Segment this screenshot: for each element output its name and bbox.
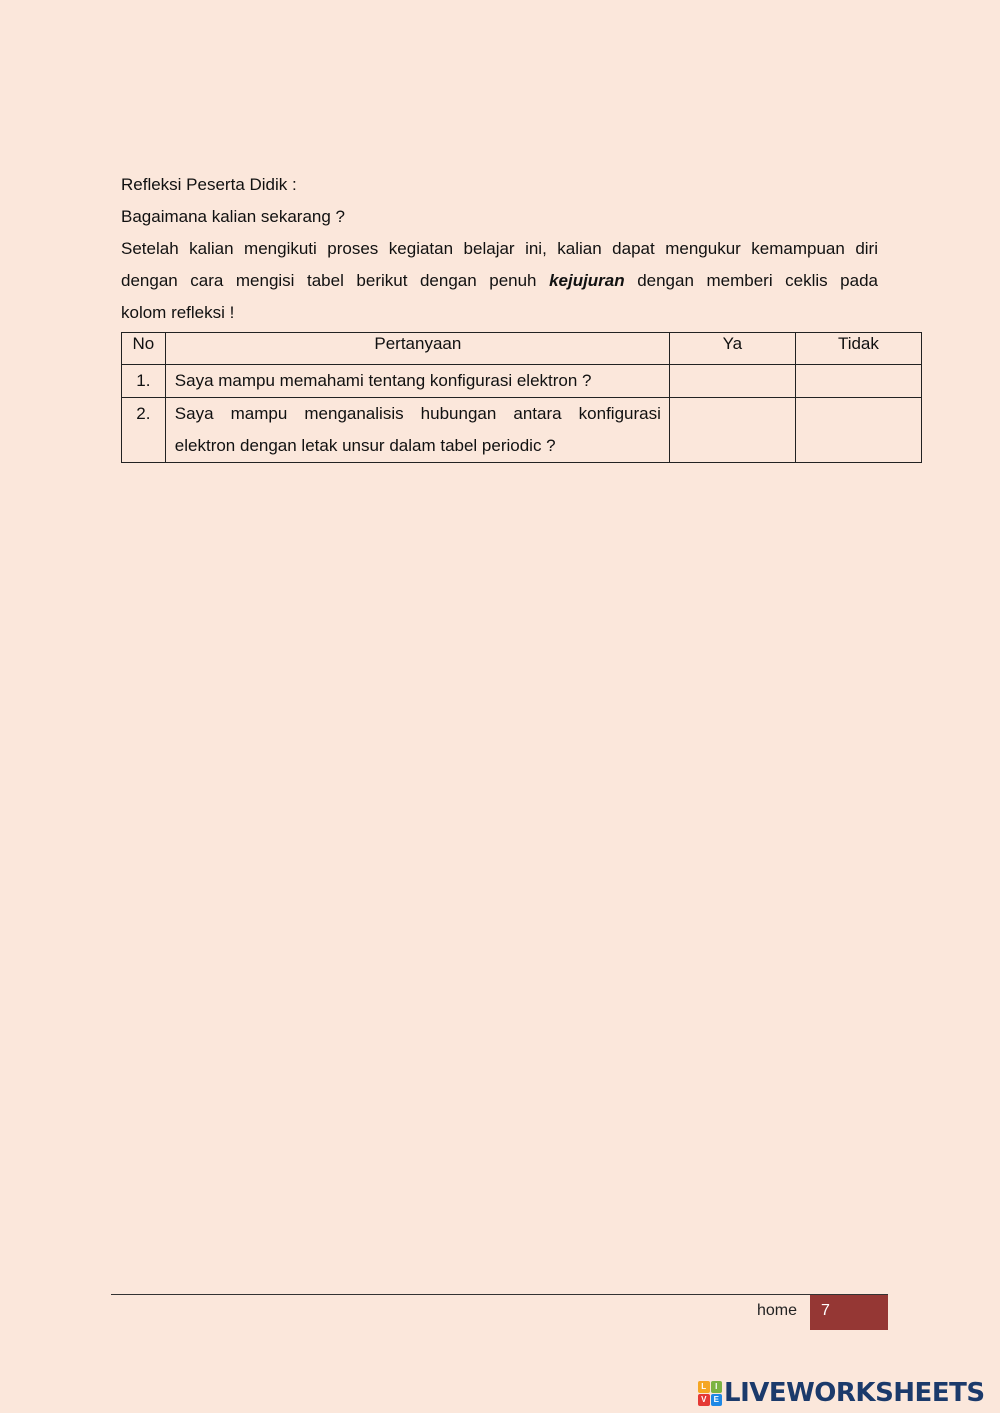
instruction-line-2-end: dengan memberi ceklis pada <box>624 271 878 290</box>
ya-checkbox-cell[interactable] <box>669 398 795 463</box>
reflection-question: Bagaimana kalian sekarang ? <box>121 207 345 226</box>
instruction-line-2-start: dengan cara mengisi tabel berikut dengan penuh <box>121 271 550 290</box>
logo-letter-v: V <box>698 1394 710 1406</box>
row-number: 2. <box>122 398 166 463</box>
tidak-checkbox-cell[interactable] <box>795 398 921 463</box>
reflection-heading: Refleksi Peserta Didik : <box>121 175 297 194</box>
logo-letter-i: I <box>711 1381 723 1393</box>
logo-letter-l: L <box>698 1381 710 1393</box>
row-number: 1. <box>122 365 166 398</box>
page-number: 7 <box>821 1302 830 1319</box>
page-content <box>121 169 921 329</box>
table-row <box>122 398 922 463</box>
reflection-table <box>121 332 922 463</box>
row-question: Saya mampu menganalisis hubungan antara konfigurasi elektron dengan letak unsur dalam tabel periodic ? <box>165 398 669 463</box>
liveworksheets-brand: LIVEWORKSHEETS <box>724 1378 985 1408</box>
page-number-badge <box>810 1295 888 1330</box>
home-link[interactable]: home <box>757 1302 798 1319</box>
ya-checkbox-cell[interactable] <box>669 365 795 398</box>
instruction-emphasis: kejujuran <box>549 271 625 290</box>
liveworksheets-logo-icon <box>698 1381 722 1405</box>
logo-letter-e: E <box>711 1394 723 1406</box>
header-tidak: Tidak <box>795 333 921 365</box>
footer-divider <box>111 1294 888 1295</box>
row-question: Saya mampu memahami tentang konfigurasi elektron ? <box>165 365 669 398</box>
header-ya: Ya <box>669 333 795 365</box>
instruction-line-1: Setelah kalian mengikuti proses kegiatan belajar ini, kalian dapat mengukur kemampuan diri <box>121 239 878 258</box>
header-no: No <box>122 333 166 365</box>
tidak-checkbox-cell[interactable] <box>795 365 921 398</box>
instruction-line-2 <box>121 265 878 297</box>
instruction-line-3: kolom refleksi ! <box>121 303 235 322</box>
instruction-paragraph <box>121 233 878 329</box>
table-header-row <box>122 333 922 365</box>
table-row <box>122 365 922 398</box>
header-pertanyaan: Pertanyaan <box>165 333 669 365</box>
liveworksheets-watermark <box>698 1377 985 1409</box>
